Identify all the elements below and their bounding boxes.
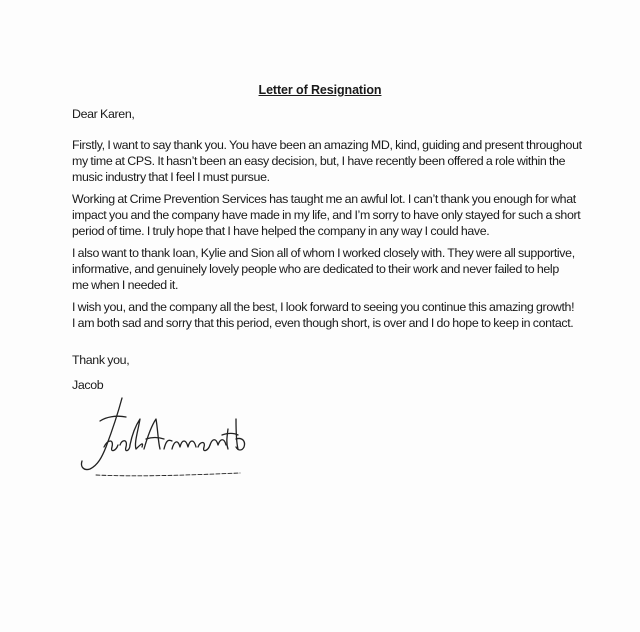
paragraph-line: I am both sad and sorry that this period, even though short, is over and I do hope to keep in contact. — [72, 316, 574, 331]
paragraph-line: Working at Crime Prevention Services has taught me an awful lot. I can’t thank you enough for what — [72, 192, 576, 206]
paragraph-2 — [72, 191, 582, 240]
salutation: Dear Karen, — [72, 107, 135, 121]
paragraph-line: I wish you, and the company all the best, I look forward to seeing you continue this amazing growth! — [72, 300, 575, 314]
paragraph-line: informative, and genuinely lovely people who are dedicated to their work and never failed to help — [72, 262, 559, 277]
paragraph-line: period of time. I truly hope that I have helped the company in any way I could have. — [72, 224, 490, 239]
paragraph-1 — [72, 137, 582, 186]
paragraph-4 — [72, 299, 582, 331]
paragraph-line: my time at CPS. It hasn’t been an easy decision, but, I have recently been offered a role within the — [72, 154, 566, 169]
paragraph-line: impact you and the company have made in my life, and I’m sorry to have only stayed for such a short — [72, 208, 581, 223]
closing: Thank you, — [72, 353, 130, 367]
letter-title: Letter of Resignation — [258, 83, 382, 97]
paragraph-3 — [72, 245, 582, 294]
paragraph-line: Firstly, I want to say thank you. You have been an amazing MD, kind, guiding and present throughout — [72, 138, 582, 152]
paragraph-line: me when I needed it. — [72, 278, 179, 293]
paragraph-line: I also want to thank Ioan, Kylie and Sion all of whom I worked closely with. They were all supportive, — [72, 246, 575, 260]
paragraph-line: music industry that I feel I must pursue. — [72, 170, 270, 185]
handwritten-signature — [60, 395, 260, 485]
signer-name: Jacob — [72, 378, 104, 392]
